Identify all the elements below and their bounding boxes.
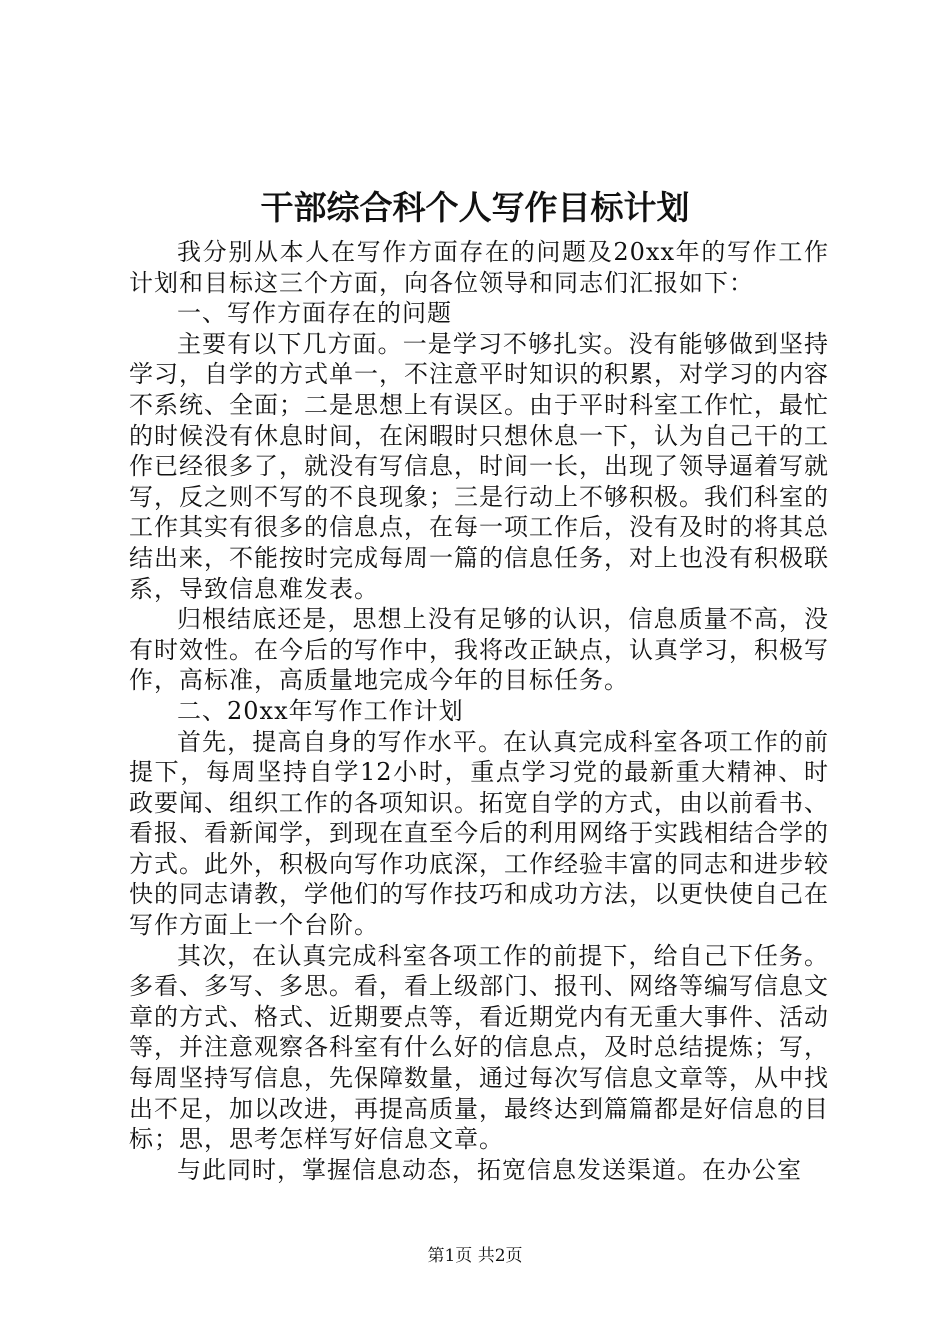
section-heading-problems: 一、写作方面存在的问题 — [177, 299, 452, 328]
paragraph-plan-meanwhile: 与此同时，掌握信息动态，拓宽信息发送渠道。在办公室 — [177, 1155, 802, 1184]
page-number-footer: 第1页 共2页 — [427, 1246, 523, 1266]
document-title: 干部综合科个人写作目标计划 — [260, 188, 690, 227]
paragraph-plan-first: 首先，提高自身的写作水平。在认真完成科室各项工作的前提下，每周坚持自学12小时，重点学习党的最新重大精神、时政要闻、组织工作的各项知识。拓宽自学的方式，由以前看书、看报、看新闻学，到现在直至今后的利用网络于实践相结合学的方式。此外，积极向写作功底深，工作经验丰富的同志和进步较快的同志请教，学他们的写作技巧和成功方法，以更快使自己在写作方面上一个台阶。 — [129, 727, 829, 940]
document-body — [129, 237, 829, 1185]
paragraph-plan-second: 其次，在认真完成科室各项工作的前提下，给自己下任务。多看、多写、多思。看，看上级部门、报刊、网络等编写信息文章的方式、格式、近期要点等，看近期党内有无重大事件、活动等，并注意观察各科室有什么好的信息点，及时总结提炼；写，每周坚持写信息，先保障数量，通过每次写信息文章等，从中找出不足，加以改进，再提高质量，最终达到篇篇都是好信息的目标；思，思考怎样写好信息文章。 — [129, 941, 829, 1154]
paragraph-problems: 主要有以下几方面。一是学习不够扎实。没有能够做到坚持学习，自学的方式单一，不注意平时知识的积累，对学习的内容不系统、全面；二是思想上有误区。由于平时科室工作忙，最忙的时候没有休息时间，在闲暇时只想休息一下，认为自己干的工作已经很多了，就没有写信息，时间一长，出现了领导逼着写就写，反之则不写的不良现象；三是行动上不够积极。我们科室的工作其实有很多的信息点，在每一项工作后，没有及时的将其总结出来，不能按时完成每周一篇的信息任务，对上也没有积极联系，导致信息难发表。 — [129, 329, 829, 603]
paragraph-intro: 我分别从本人在写作方面存在的问题及20xx年的写作工作计划和目标这三个方面，向各位领导和同志们汇报如下： — [129, 238, 829, 297]
paragraph-root-cause: 归根结底还是，思想上没有足够的认识，信息质量不高，没有时效性。在今后的写作中，我将改正缺点，认真学习，积极写作，高标准，高质量地完成今年的目标任务。 — [129, 605, 829, 695]
section-heading-plan: 二、20xx年写作工作计划 — [177, 696, 464, 725]
